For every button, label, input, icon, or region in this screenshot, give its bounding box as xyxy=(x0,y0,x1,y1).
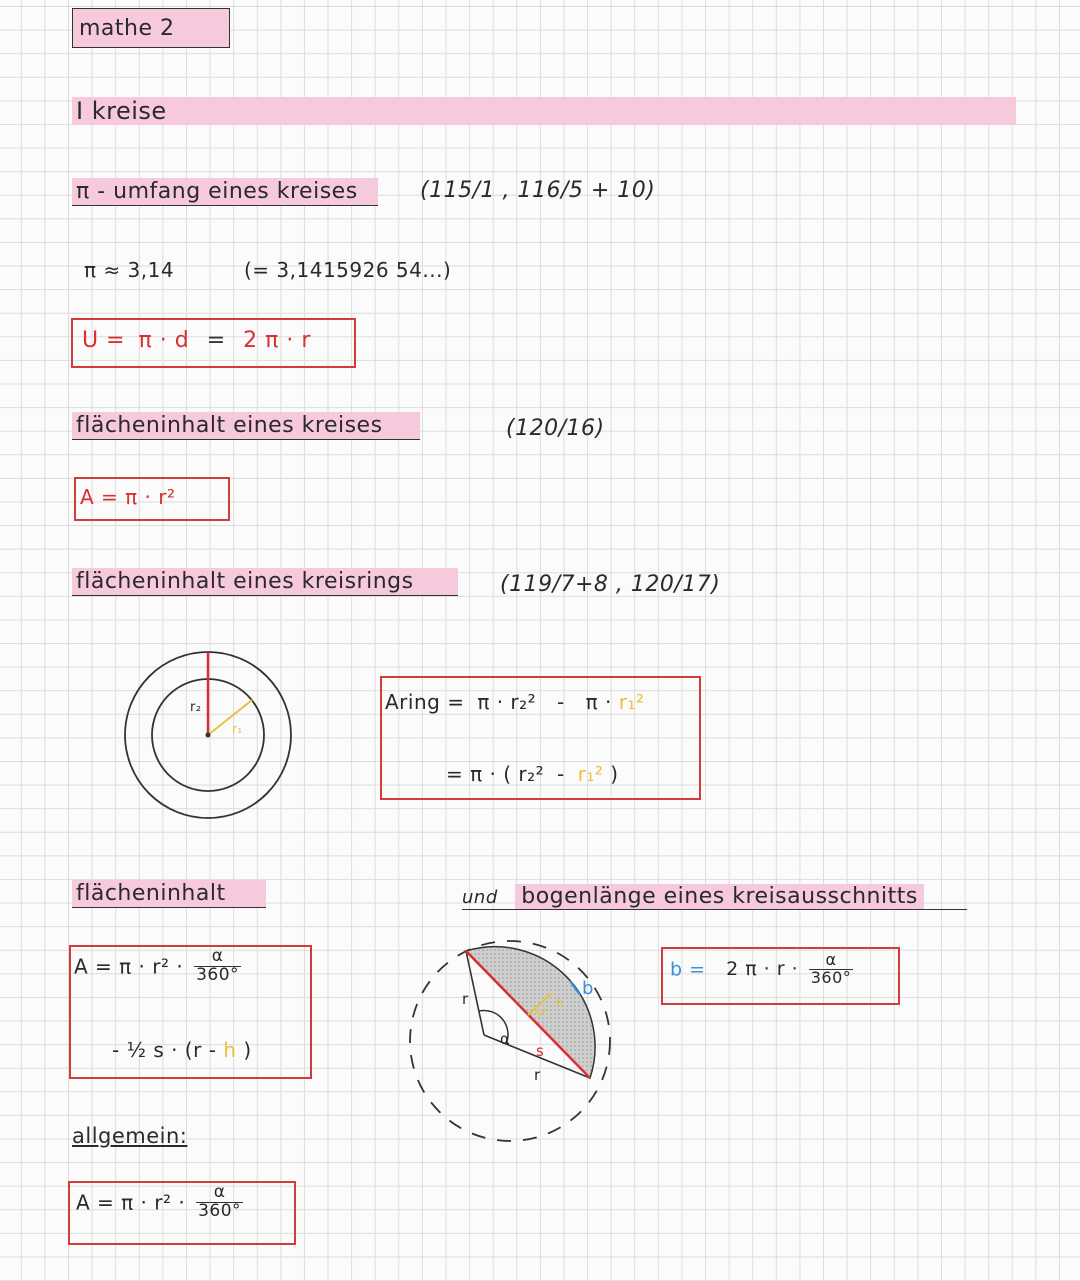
alpha-over-360-fraction-b: $\frac{\alpha}{360^\circ}$ xyxy=(810,950,852,987)
umfang-heading: π - umfang eines kreises xyxy=(72,178,378,206)
arc-length-formula: b = 2 π · r · $\frac{\alpha}{360^\circ}$ xyxy=(670,950,852,987)
section-header: I kreise xyxy=(72,97,1016,125)
kreisring-diagram xyxy=(118,645,298,825)
general-formula: A = π · r² · $\frac{\alpha}{360^\circ}$ xyxy=(76,1182,242,1221)
center-point xyxy=(206,733,211,738)
umfang-formula: U = π · d = 2 π · r xyxy=(82,328,311,353)
sector-area-formula-line2: - ½ s · (r - h ) xyxy=(112,1038,252,1062)
flaeche-reference: (120/16) xyxy=(506,416,605,441)
kreisring-formula-line1: Aring = π · r₂² - π · r₁² xyxy=(385,690,645,714)
kreisring-reference: (119/7+8 , 120/17) xyxy=(500,572,721,597)
ausschnitt-heading-left: flächeninhalt xyxy=(72,880,266,908)
alpha-over-360-fraction: $\frac{\alpha}{360^\circ}$ xyxy=(196,946,240,985)
label-s: s xyxy=(536,1042,545,1060)
label-r: r xyxy=(462,990,469,1008)
label-alpha: α xyxy=(500,1030,511,1048)
umfang-reference: (115/1 , 116/5 + 10) xyxy=(420,178,656,203)
pi-approx: π ≈ 3,14 xyxy=(84,258,175,282)
allgemein-label: allgemein: xyxy=(72,1124,188,1148)
label-r1: r₁ xyxy=(232,722,243,736)
radius-r1-line xyxy=(208,700,252,735)
label-r2: r₂ xyxy=(190,700,202,715)
kreisring-formula-line2: = π · ( r₂² - r₁² ) xyxy=(446,762,619,786)
flaeche-heading: flächeninhalt eines kreises xyxy=(72,412,420,440)
page-title: mathe 2 xyxy=(72,8,230,48)
alpha-over-360-fraction-general: $\frac{\alpha}{360^\circ}$ xyxy=(198,1182,242,1221)
kreisausschnitt-diagram xyxy=(402,945,622,1145)
label-h: h xyxy=(556,996,565,1010)
kreisring-heading: flächeninhalt eines kreisrings xyxy=(72,568,458,596)
label-b: b xyxy=(582,978,594,999)
ausschnitt-heading-right: und bogenlänge eines kreisausschnitts xyxy=(462,884,967,910)
label-r-bottom: r xyxy=(534,1066,541,1084)
pi-exact: (= 3,1415926 54...) xyxy=(244,258,452,282)
flaeche-formula: A = π · r² xyxy=(80,485,176,509)
sector-area-formula-line1: A = π · r² · $\frac{\alpha}{360^\circ}$ xyxy=(74,946,240,985)
